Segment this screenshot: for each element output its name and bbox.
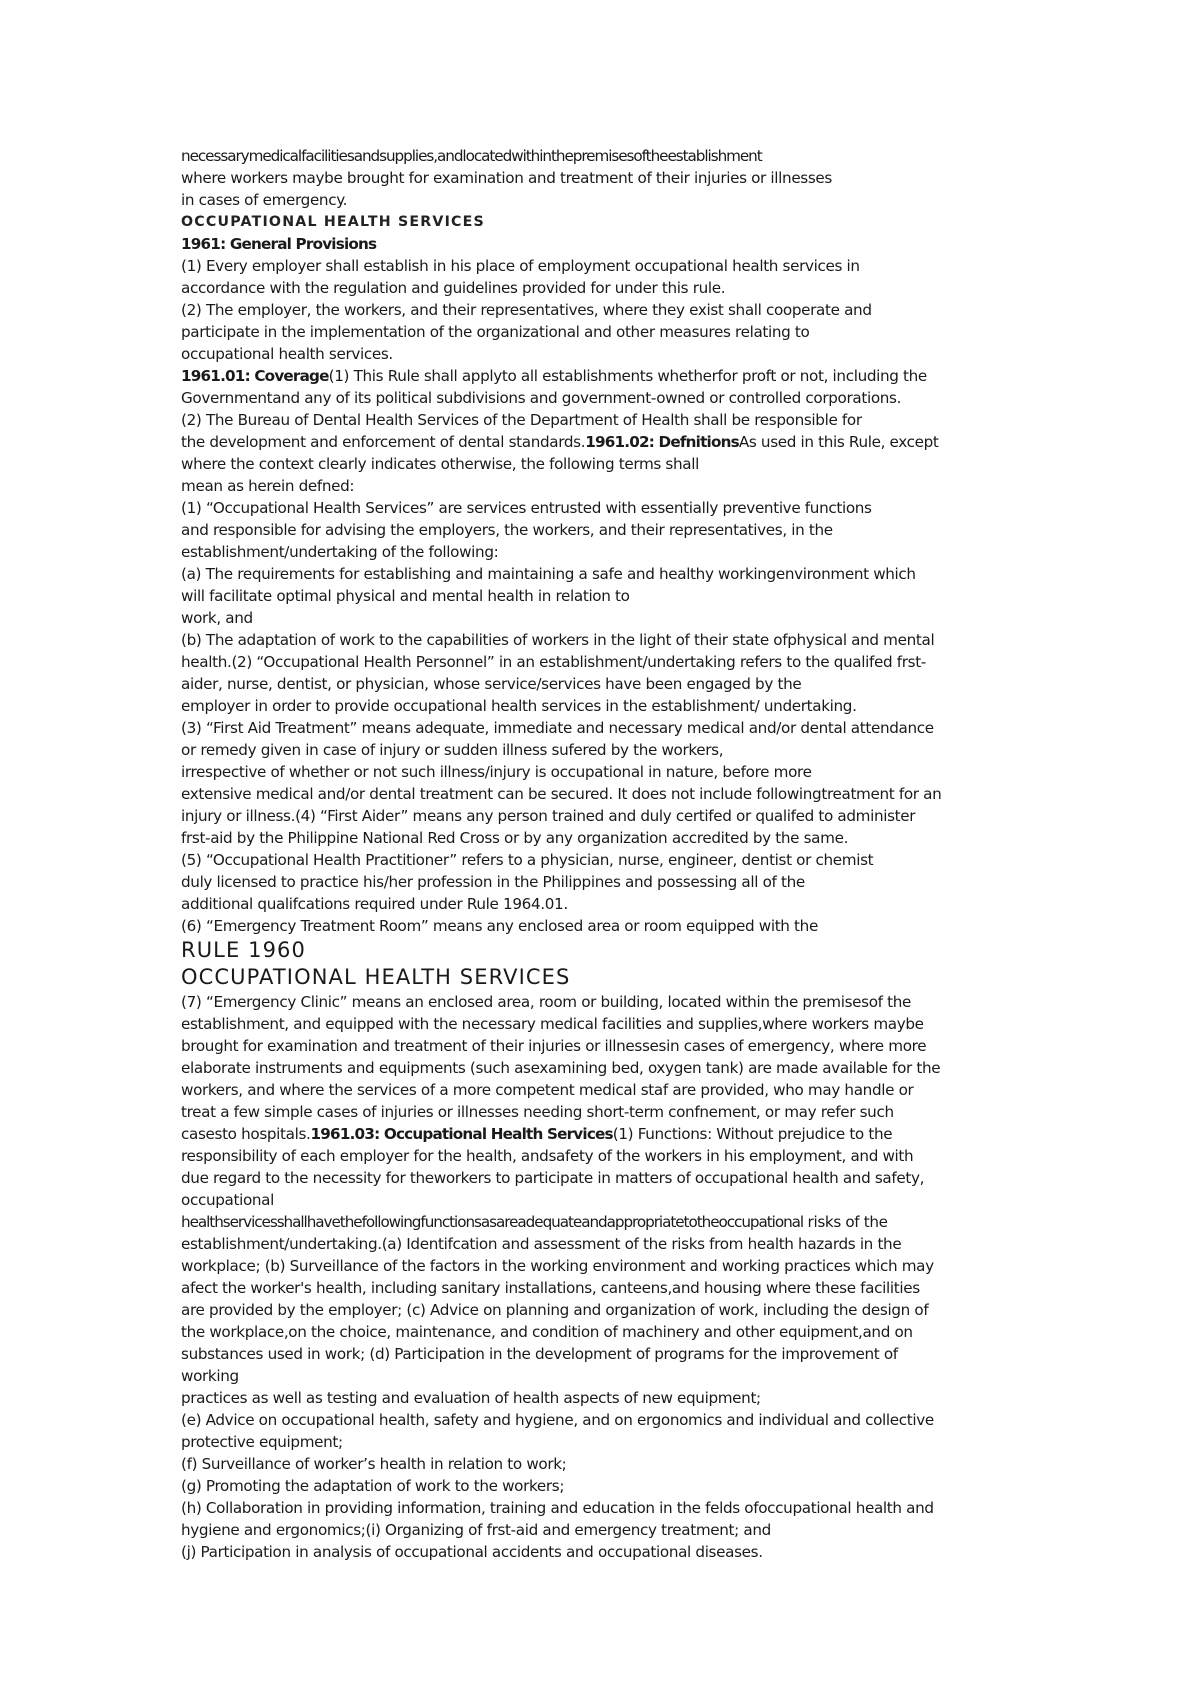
function-line: (e) Advice on occupational health, safety and hygiene, and on ergonomics and individual and collective [181, 1411, 934, 1429]
clinic-line: brought for examination and treatment of their injuries or illnessesin cases of emergency, where more [181, 1037, 927, 1055]
clinic-line: establishment, and equipped with the necessary medical facilities and supplies,where workers maybe [181, 1015, 924, 1033]
general-line: accordance with the regulation and guidelines provided for under this rule. [181, 279, 726, 297]
definition-line: irrespective of whether or not such illness/injury is occupational in nature, before more [181, 763, 812, 781]
function-line: afect the worker's health, including sanitary installations, canteens,and housing where these facilities [181, 1279, 920, 1297]
definition-line: employer in order to provide occupational health services in the establishment/ undertaking. [181, 697, 857, 715]
definition-line: extensive medical and/or dental treatment can be secured. It does not include followingtreatment for an [181, 785, 942, 803]
function-line: (g) Promoting the adaptation of work to the workers; [181, 1477, 565, 1495]
definition-line: (a) The requirements for establishing and maintaining a safe and healthy workingenvironment which [181, 565, 916, 583]
definition-line: where the context clearly indicates otherwise, the following terms shall [181, 455, 699, 473]
services-title: 1961.03: Occupational Health Services [310, 1125, 613, 1143]
definition-line: health.(2) “Occupational Health Personnel” in an establishment/undertaking refers to the qualifed frst- [181, 653, 926, 671]
coverage-line [181, 431, 1031, 453]
general-line: (2) The employer, the workers, and their representatives, where they exist shall cooperate and [181, 301, 872, 319]
coverage-title: 1961.01: Coverage [181, 367, 329, 385]
definition-line: will facilitate optimal physical and mental health in relation to [181, 587, 630, 605]
function-line: establishment/undertaking.(a) Identifcation and assessment of the risks from health hazards in the [181, 1235, 902, 1253]
services-line [181, 1211, 1031, 1233]
clinic-line: elaborate instruments and equipments (such asexamining bed, oxygen tank) are made available for the [181, 1059, 941, 1077]
general-provisions-label: 1961: General Provisions [181, 235, 377, 253]
rule-subtitle: OCCUPATIONAL HEALTH SERVICES [181, 965, 571, 989]
services-line: occupational [181, 1191, 274, 1209]
services-line [181, 1123, 1031, 1145]
general-line: participate in the implementation of the organizational and other measures relating to [181, 323, 810, 341]
clinic-line: workers, and where the services of a more competent medical staf are provided, who may handle or [181, 1081, 914, 1099]
function-line: practices as well as testing and evaluation of health aspects of new equipment; [181, 1389, 761, 1407]
rule-title: RULE 1960 [181, 938, 306, 962]
general-line: occupational health services. [181, 345, 393, 363]
section-heading: OCCUPATIONAL HEALTH SERVICES [181, 214, 485, 230]
definition-line: (5) “Occupational Health Practitioner” refers to a physician, nurse, engineer, dentist or chemist [181, 851, 874, 869]
definitions-title: 1961.02: Defnitions [585, 433, 739, 451]
services-tight-text: healthservicesshallhavethefollowingfunctionsasareadequateandappropriatetotheoccupational [181, 1213, 804, 1231]
services-lead: casesto hospitals. [181, 1125, 311, 1143]
intro-line: necessarymedicalfacilitiesandsupplies,andlocatedwithinthepremisesoftheestablishment [181, 147, 762, 165]
services-tight-tail: risks of the [803, 1213, 888, 1231]
coverage-line: Governmentand any of its political subdivisions and government-owned or controlled corporations. [181, 389, 902, 407]
function-line: substances used in work; (d) Participation in the development of programs for the improvement of [181, 1345, 898, 1363]
coverage-line: (2) The Bureau of Dental Health Services of the Department of Health shall be responsible for [181, 411, 862, 429]
function-line: hygiene and ergonomics;(i) Organizing of frst-aid and emergency treatment; and [181, 1521, 771, 1539]
coverage-text: (1) This Rule shall applyto all establishments whetherfor proft or not, including the [328, 367, 927, 385]
clinic-line: (7) “Emergency Clinic” means an enclosed area, room or building, located within the premisesof the [181, 993, 911, 1011]
function-line: (h) Collaboration in providing information, training and education in the felds ofoccupational health and [181, 1499, 934, 1517]
clinic-line: treat a few simple cases of injuries or illnesses needing short-term confnement, or may refer such [181, 1103, 894, 1121]
coverage-line [181, 365, 1031, 387]
definition-line: frst-aid by the Philippine National Red Cross or by any organization accredited by the same. [181, 829, 849, 847]
function-line: (j) Participation in analysis of occupational accidents and occupational diseases. [181, 1543, 763, 1561]
definition-line: (3) “First Aid Treatment” means adequate, immediate and necessary medical and/or dental attendance [181, 719, 934, 737]
general-provisions-title [181, 233, 1031, 255]
document-page [181, 145, 1031, 1563]
function-line: working [181, 1367, 239, 1385]
definition-line: and responsible for advising the employers, the workers, and their representatives, in the [181, 521, 833, 539]
services-line: due regard to the necessity for theworkers to participate in matters of occupational health and safety, [181, 1169, 925, 1187]
function-line: protective equipment; [181, 1433, 343, 1451]
definition-line: work, and [181, 609, 253, 627]
coverage-text: the development and enforcement of dental standards. [181, 433, 586, 451]
intro-line: in cases of emergency. [181, 191, 348, 209]
function-line: workplace; (b) Surveillance of the factors in the working environment and working practices which may [181, 1257, 934, 1275]
definition-line: mean as herein defned: [181, 477, 355, 495]
definition-line: or remedy given in case of injury or sudden illness sufered by the workers, [181, 741, 724, 759]
definition-line: (1) “Occupational Health Services” are services entrusted with essentially preventive functions [181, 499, 872, 517]
definition-line: (6) “Emergency Treatment Room” means any enclosed area or room equipped with the [181, 917, 818, 935]
definition-line: establishment/undertaking of the following: [181, 543, 499, 561]
function-line: (f) Surveillance of worker’s health in relation to work; [181, 1455, 567, 1473]
function-line: the workplace,on the choice, maintenance, and condition of machinery and other equipment,and on [181, 1323, 913, 1341]
definition-line: additional qualifcations required under Rule 1964.01. [181, 895, 568, 913]
general-line: (1) Every employer shall establish in his place of employment occupational health services in [181, 257, 860, 275]
services-text: (1) Functions: Without prejudice to the [612, 1125, 893, 1143]
intro-line: where workers maybe brought for examination and treatment of their injuries or illnesses [181, 169, 832, 187]
definition-line: aider, nurse, dentist, or physician, whose service/services have been engaged by the [181, 675, 802, 693]
definition-line: (b) The adaptation of work to the capabilities of workers in the light of their state ofphysical and mental [181, 631, 935, 649]
definition-line: injury or illness.(4) “First Aider” means any person trained and duly certifed or qualifed to administer [181, 807, 916, 825]
definitions-text: As used in this Rule, except [738, 433, 939, 451]
function-line: are provided by the employer; (c) Advice on planning and organization of work, including the design of [181, 1301, 929, 1319]
services-line: responsibility of each employer for the health, andsafety of the workers in his employment, and with [181, 1147, 914, 1165]
definition-line: duly licensed to practice his/her profession in the Philippines and possessing all of the [181, 873, 805, 891]
